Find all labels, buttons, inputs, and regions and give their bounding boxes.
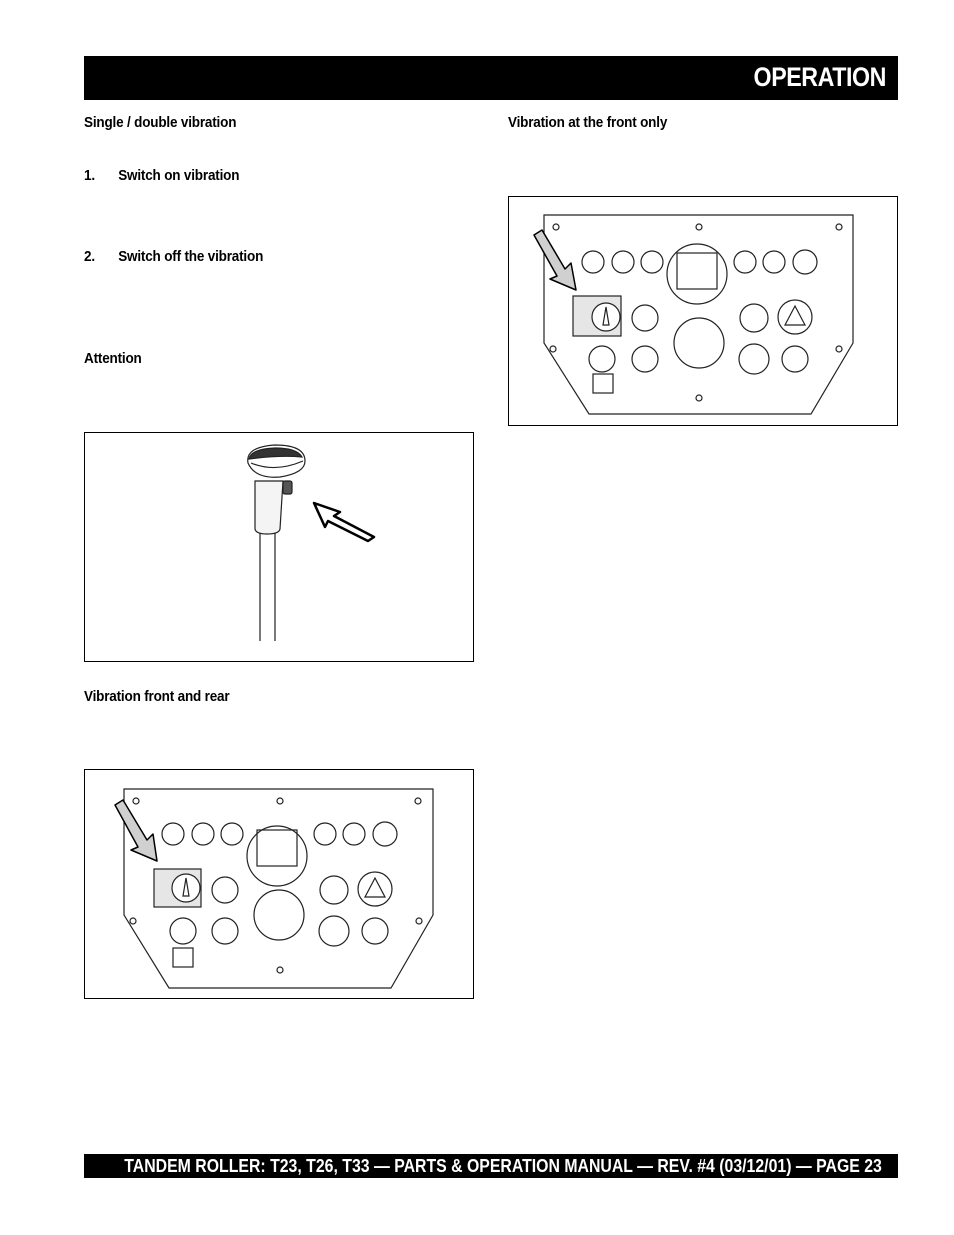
figure-panel-front-only bbox=[508, 196, 898, 426]
step-1-number: 1. bbox=[84, 167, 95, 184]
attention-heading: Attention bbox=[84, 350, 142, 367]
control-panel-illustration bbox=[509, 197, 899, 427]
figure-joystick bbox=[84, 432, 474, 662]
step-1-text: Switch on vibration bbox=[118, 167, 240, 184]
heading-single-double-vibration: Single / double vibration bbox=[84, 114, 237, 131]
header-bar bbox=[84, 56, 898, 100]
heading-vibration-front-only: Vibration at the front only bbox=[508, 114, 668, 131]
footer-bar bbox=[84, 1154, 898, 1178]
page-title: OPERATION bbox=[753, 62, 886, 92]
step-1 bbox=[84, 167, 239, 184]
step-2 bbox=[84, 248, 263, 265]
joystick-illustration bbox=[85, 433, 475, 663]
figure-panel-front-rear bbox=[84, 769, 474, 999]
step-2-text: Switch off the vibration bbox=[118, 248, 264, 265]
control-panel-illustration bbox=[85, 770, 475, 1000]
heading-vibration-front-rear: Vibration front and rear bbox=[84, 688, 230, 705]
step-2-number: 2. bbox=[84, 248, 95, 265]
footer-text: TANDEM ROLLER: T23, T26, T33 — PARTS & OPERATION MANUAL — REV. #4 (03/12/01) — PAGE 23 bbox=[124, 1156, 882, 1176]
